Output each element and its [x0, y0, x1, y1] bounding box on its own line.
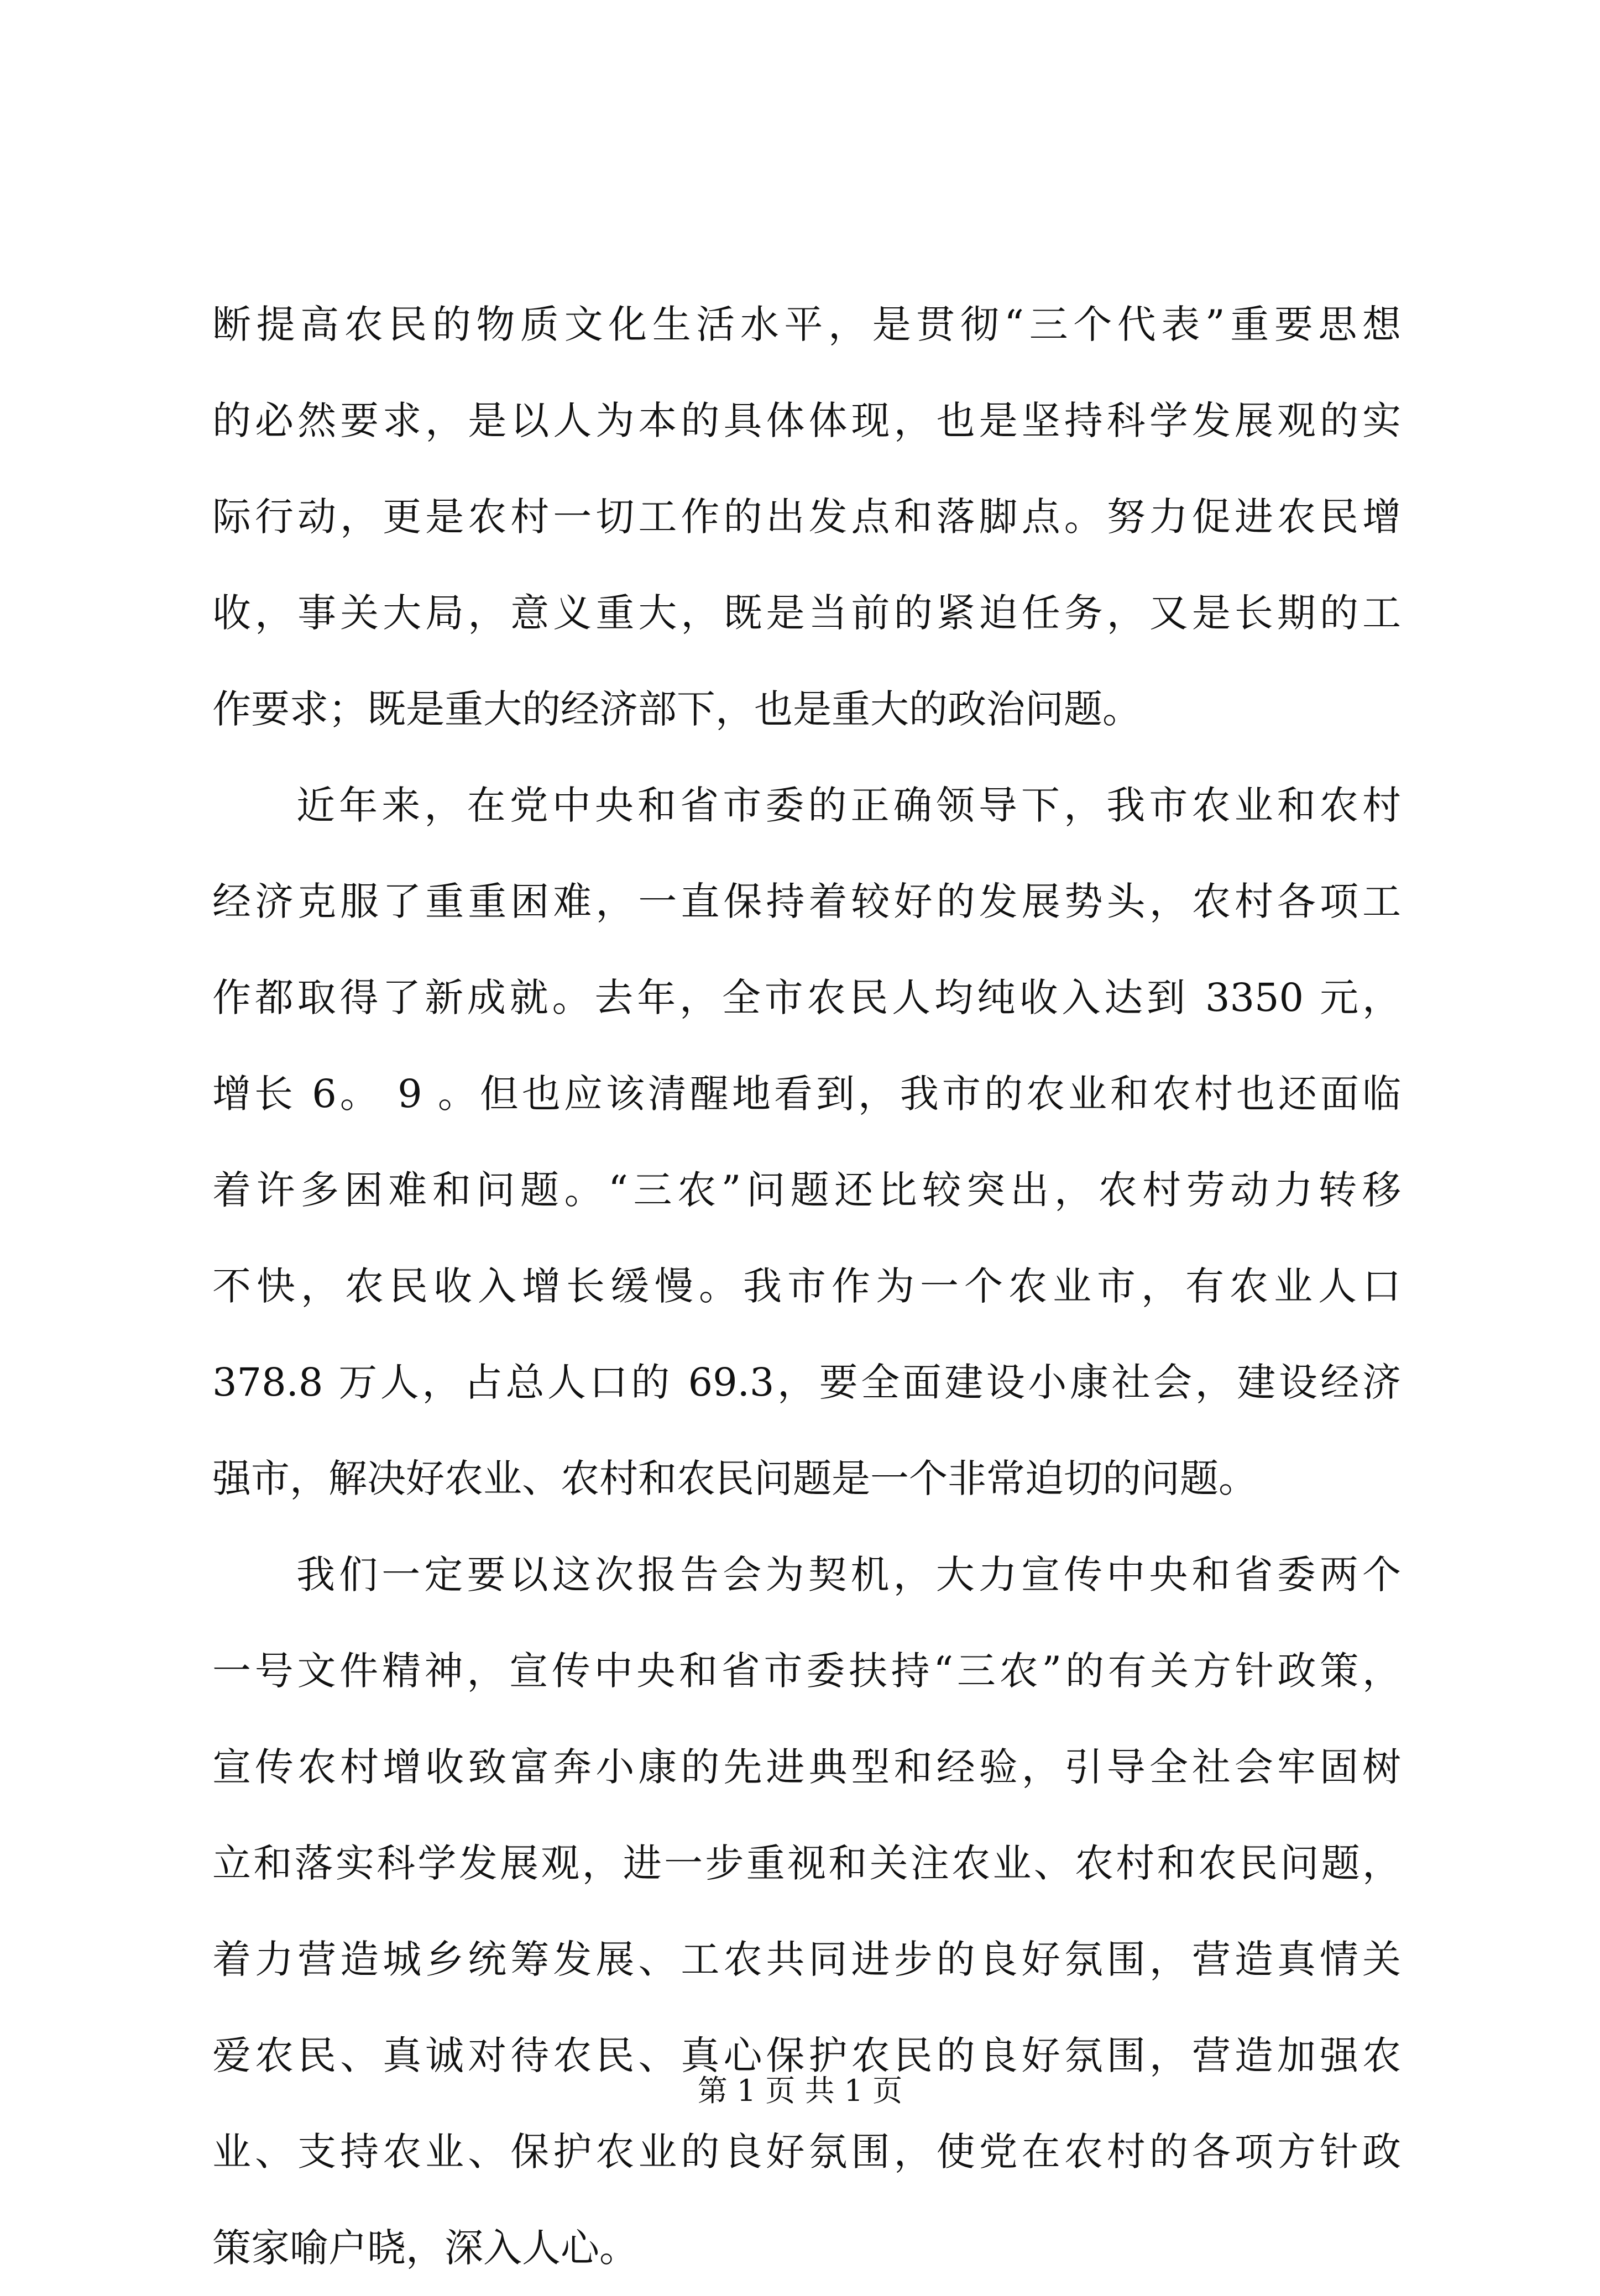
- text-line: 一号文件精神，宣传中央和省市委扶持“三农”的有关方针政策，: [212, 1648, 1401, 1694]
- document-body: [212, 276, 1401, 2296]
- text-line: 增长 6。 9 。但也应该清醒地看到，我市的农业和农村也还面临: [212, 1071, 1401, 1116]
- text-line: 着力营造城乡统筹发展、工农共同进步的良好氛围，营造真情关: [212, 1937, 1401, 1982]
- text-line: 收，事关大局，意义重大，既是当前的紧迫任务，又是长期的工: [212, 590, 1401, 636]
- text-line: 作都取得了新成就。去年，全市农民人均纯收入达到 3350 元，: [212, 975, 1401, 1020]
- text-line: 作要求；既是重大的经济部下，也是重大的政治问题。: [212, 686, 1141, 732]
- text-line: 业、支持农业、保护农业的良好氛围，使党在农村的各项方针政: [212, 2129, 1401, 2174]
- text-line: 际行动，更是农村一切工作的出发点和落脚点。努力促进农民增: [212, 494, 1401, 539]
- text-line: 爱农民、真诚对待农民、真心保护农民的良好氛围，营造加强农: [212, 2033, 1401, 2078]
- text-line: 断提高农民的物质文化生活水平，是贯彻“三个代表”重要思想: [212, 302, 1401, 347]
- text-line: 378.8 万人，占总人口的 69.3，要全面建设小康社会，建设经济: [212, 1360, 1401, 1405]
- text-line: 着许多困难和问题。“三农”问题还比较突出，农村劳动力转移: [212, 1167, 1401, 1213]
- text-line: 的必然要求，是以人为本的具体体现，也是坚持科学发展观的实: [212, 398, 1401, 443]
- text-line: 经济克服了重重困难，一直保持着较好的发展势头，农村各项工: [212, 879, 1401, 924]
- text-line: 我们一定要以这次报告会为契机，大力宣传中央和省委两个: [296, 1552, 1401, 1597]
- text-line: 不快，农民收入增长缓慢。我市作为一个农业市，有农业人口: [212, 1264, 1401, 1309]
- text-line: 强市，解决好农业、农村和农民问题是一个非常迫切的问题。: [212, 1456, 1257, 1501]
- text-line: 近年来，在党中央和省市委的正确领导下，我市农业和农村: [296, 783, 1401, 828]
- text-line: 策家喻户晓，深入人心。: [212, 2225, 638, 2271]
- text-line: 宣传农村增收致富奔小康的先进典型和经验，引导全社会牢固树: [212, 1744, 1401, 1790]
- text-line: 立和落实科学发展观，进一步重视和关注农业、农村和农民问题，: [212, 1841, 1401, 1886]
- page-footer: 第 1 页 共 1 页: [697, 2073, 903, 2108]
